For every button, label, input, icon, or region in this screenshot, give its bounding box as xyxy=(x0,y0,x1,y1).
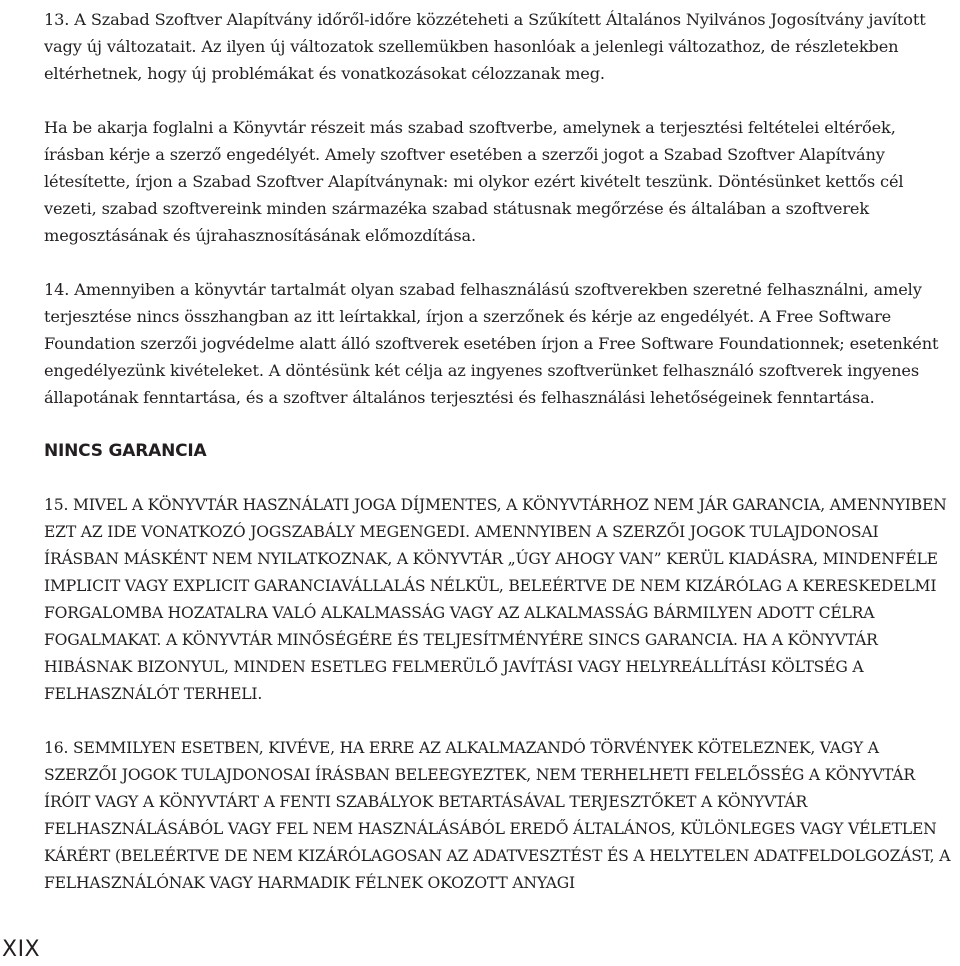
paragraph-spacer xyxy=(44,411,956,438)
paragraph-spacer xyxy=(44,465,956,492)
paragraph-16: 16. SEMMILYEN ESETBEN, KIVÉVE, HA ERRE AZ ALKALMAZANDÓ TÖRVÉNYEK KÖTELEZNEK, VAGY A SZERZŐI JOGOK TULAJDONOSAI ÍRÁSBAN BELEEGYEZTEK, NEM TERHELHETI FELELŐSSÉG A KÖNYVTÁR ÍRÓIT VAGY A KÖNYVTÁRT A FENTI SZABÁLYOK BETARTÁSÁVAL TERJESZTŐKET A KÖNYVTÁR FELHASZNÁLÁSÁBÓL VAGY FEL NEM HASZNÁLÁSÁBÓL EREDŐ ÁLTALÁNOS, KÜLÖNLEGES VAGY VÉLETLEN KÁRÉRT (BELEÉRTVE DE NEM KIZÁRÓLAGOSAN AZ ADATVESZTÉST ÉS A HELYTELEN ADATFELDOLGOZÁST, A FELHASZNÁLÓNAK VAGY HARMADIK FÉLNEK OKOZOTT ANYAGI xyxy=(44,739,951,892)
paragraph-13: 13. A Szabad Szoftver Alapítvány időről-időre közzéteheti a Szűkített Általános Nyilvános Jogosítvány javított vagy új változatait. Az ilyen új változatok szellemükben hasonlóak a jelenlegi változathoz, de részletekben eltérhetnek, hogy új problémákat és vonatkozásokat célozzanak meg. xyxy=(44,10,926,83)
page-number: XIX xyxy=(2,937,41,962)
document-body xyxy=(44,6,956,897)
paragraph-14: 14. Amennyiben a könyvtár tartalmát olyan szabad felhasználású szoftverekben szeretné felhasználni, amely terjesztése nincs összhangban az itt leírtakkal, írjon a szerzőnek és kérje az engedélyét. A Free Software Foundation szerzői jogvédelme alatt álló szoftverek esetében írjon a Free Software Foundationnek; esetenként engedélyezünk kivételeket. A döntésünk két célja az ingyenes szoftverünket felhasználó szoftverek ingyenes állapotának fenntartása, és a szoftver általános terjesztési és felhasználási lehetőségeinek fenntartása. xyxy=(44,280,939,407)
paragraph-13-exception: Ha be akarja foglalni a Könyvtár részeit más szabad szoftverbe, amelynek a terjesztési feltételei eltérőek, írásban kérje a szerző engedélyét. Amely szoftver esetében a szerzői jogot a Szabad Szoftver Alapítvány létesítette, írjon a Szabad Szoftver Alapítványnak: mi olykor ezért kivételt teszünk. Döntésünket kettős cél vezeti, szabad szoftvereink minden származéka szabad státusnak megőrzése és általában a szoftverek megosztásának és újrahasznosításának előmozdítása. xyxy=(44,118,904,245)
paragraph-15: 15. MIVEL A KÖNYVTÁR HASZNÁLATI JOGA DÍJMENTES, A KÖNYVTÁRHOZ NEM JÁR GARANCIA, AMENNYIBEN EZT AZ IDE VONATKOZÓ JOGSZABÁLY MEGENGEDI. AMENNYIBEN A SZERZŐI JOGOK TULAJDONOSAI ÍRÁSBAN MÁSKÉNT NEM NYILATKOZNAK, A KÖNYVTÁR „ÚGY AHOGY VAN” KERÜL KIADÁSRA, MINDENFÉLE IMPLICIT VAGY EXPLICIT GARANCIAVÁLLALÁS NÉLKÜL, BELEÉRTVE DE NEM KIZÁRÓLAG A KERESKEDELMI FORGALOMBA HOZATALRA VALÓ ALKALMASSÁG VAGY AZ ALKALMASSÁG BÁRMILYEN ADOTT CÉLRA FOGALMAKAT. A KÖNYVTÁR MINŐSÉGÉRE ÉS TELJESÍTMÉNYÉRE SINCS GARANCIA. HA A KÖNYVTÁR HIBÁSNAK BIZONYUL, MINDEN ESETLEG FELMERÜLŐ JAVÍTÁSI VAGY HELYREÁLLÍTÁSI KÖLTSÉG A FELHASZNÁLÓT TERHELI. xyxy=(44,496,947,703)
paragraph-spacer xyxy=(44,708,956,735)
paragraph-spacer xyxy=(44,249,956,276)
paragraph-spacer xyxy=(44,87,956,114)
section-heading-no-warranty: NINCS GARANCIA xyxy=(44,441,207,461)
